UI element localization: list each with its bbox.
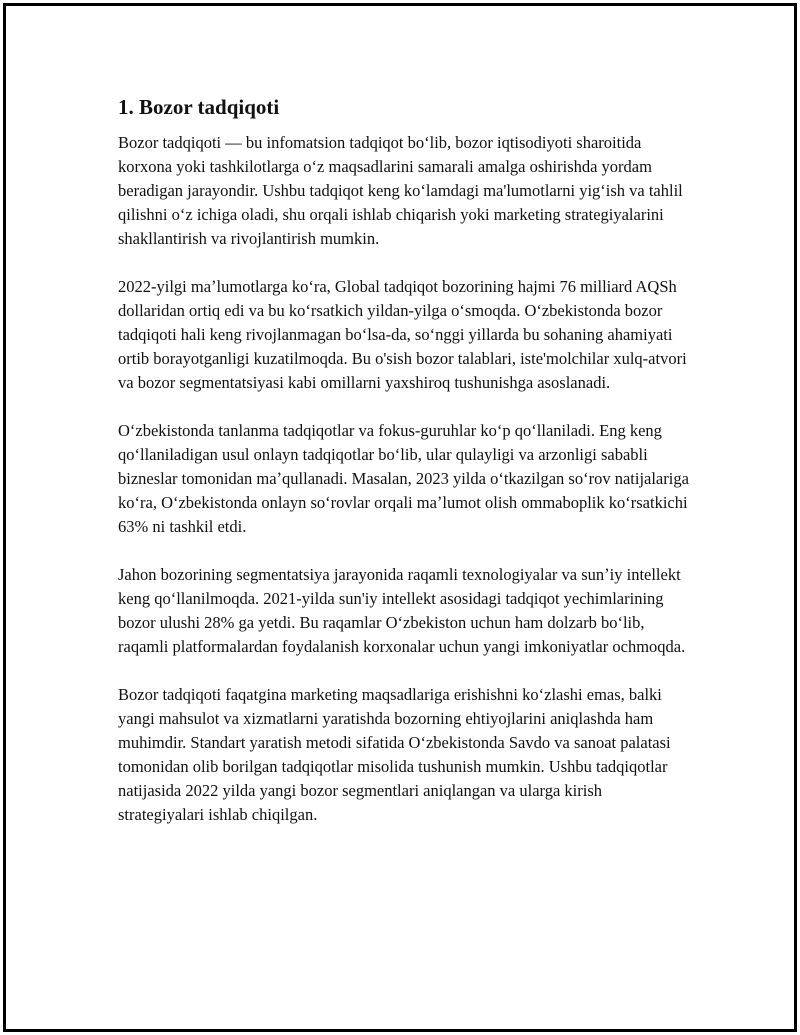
paragraph-intro: Bozor tadqiqoti — bu infomatsion tadqiqot boʻlib, bozor iqtisodiyoti sharoitida korxona yoki tashkilotlarga oʻz maqsadlarini samarali amalga oshirishda yordam beradigan jarayondir. Ushbu tadqiqot keng koʻlamdagi ma'lumotlarni yigʻish va tahlil qilishni oʻz ichiga oladi, shu orqali ishlab chiqarish yoki marketing strategiyalarini shakllantirish va rivojlantirish mumkin. [118, 133, 683, 248]
document-content [118, 94, 690, 827]
paragraph-conclusion: Bozor tadqiqoti faqatgina marketing maqsadlariga erishishni koʻzlashi emas, balki yangi mahsulot va xizmatlarni yaratishda bozorning ehtiyojlarini aniqlashda ham muhimdir. Standart yaratish metodi sifatida Oʻzbekistonda Savdo va sanoat palatasi tomonidan olib borilgan tadqiqotlar misolida tushunish mumkin. Ushbu tadqiqotlar natijasida 2022 yilda yangi bozor segmentlari aniqlangan va ularga kirish strategiyalari ishlab chiqilgan. [118, 685, 671, 824]
paragraph-technology: Jahon bozorining segmentatsiya jarayonida raqamli texnologiyalar va sunʼiy intellekt keng qoʻllanilmoqda. 2021-yilda sun'iy intellekt asosidagi tadqiqot yechimlarining bozor ulushi 28% ga yetdi. Bu raqamlar Oʻzbekiston uchun ham dolzarb boʻlib, raqamli platformalardan foydalanish korxonalar uchun yangi imkoniyatlar ochmoqda. [118, 565, 686, 656]
paragraph-market-size: 2022-yilgi maʼlumotlarga koʻra, Global tadqiqot bozorining hajmi 76 milliard AQSh dollaridan ortiq edi va bu koʻrsatkich yildan-yilga oʻsmoqda. Oʻzbekistonda bozor tadqiqoti hali keng rivojlanmagan boʻlsa-da, soʻnggi yillarda bu sohaning ahamiyati ortib borayotganligi kuzatilmoqda. Bu o'sish bozor talablari, iste'molchilar xulq-atvori va bozor segmentatsiyasi kabi omillarni yaxshiroq tushunishga asoslanadi. [118, 277, 687, 392]
section-heading: 1. Bozor tadqiqoti [118, 95, 280, 119]
paragraph-methods: Oʻzbekistonda tanlanma tadqiqotlar va fokus-guruhlar koʻp qoʻllaniladi. Eng keng qoʻllaniladigan usul onlayn tadqiqotlar boʻlib, ular qulayligi va arzonligi sababli bizneslar tomonidan maʼqullanadi. Masalan, 2023 yilda oʻtkazilgan soʻrov natijalariga koʻra, Oʻzbekistonda onlayn soʻrovlar orqali maʼlumot olish ommaboplik koʻrsatkichi 63% ni tashkil etdi. [118, 421, 689, 536]
